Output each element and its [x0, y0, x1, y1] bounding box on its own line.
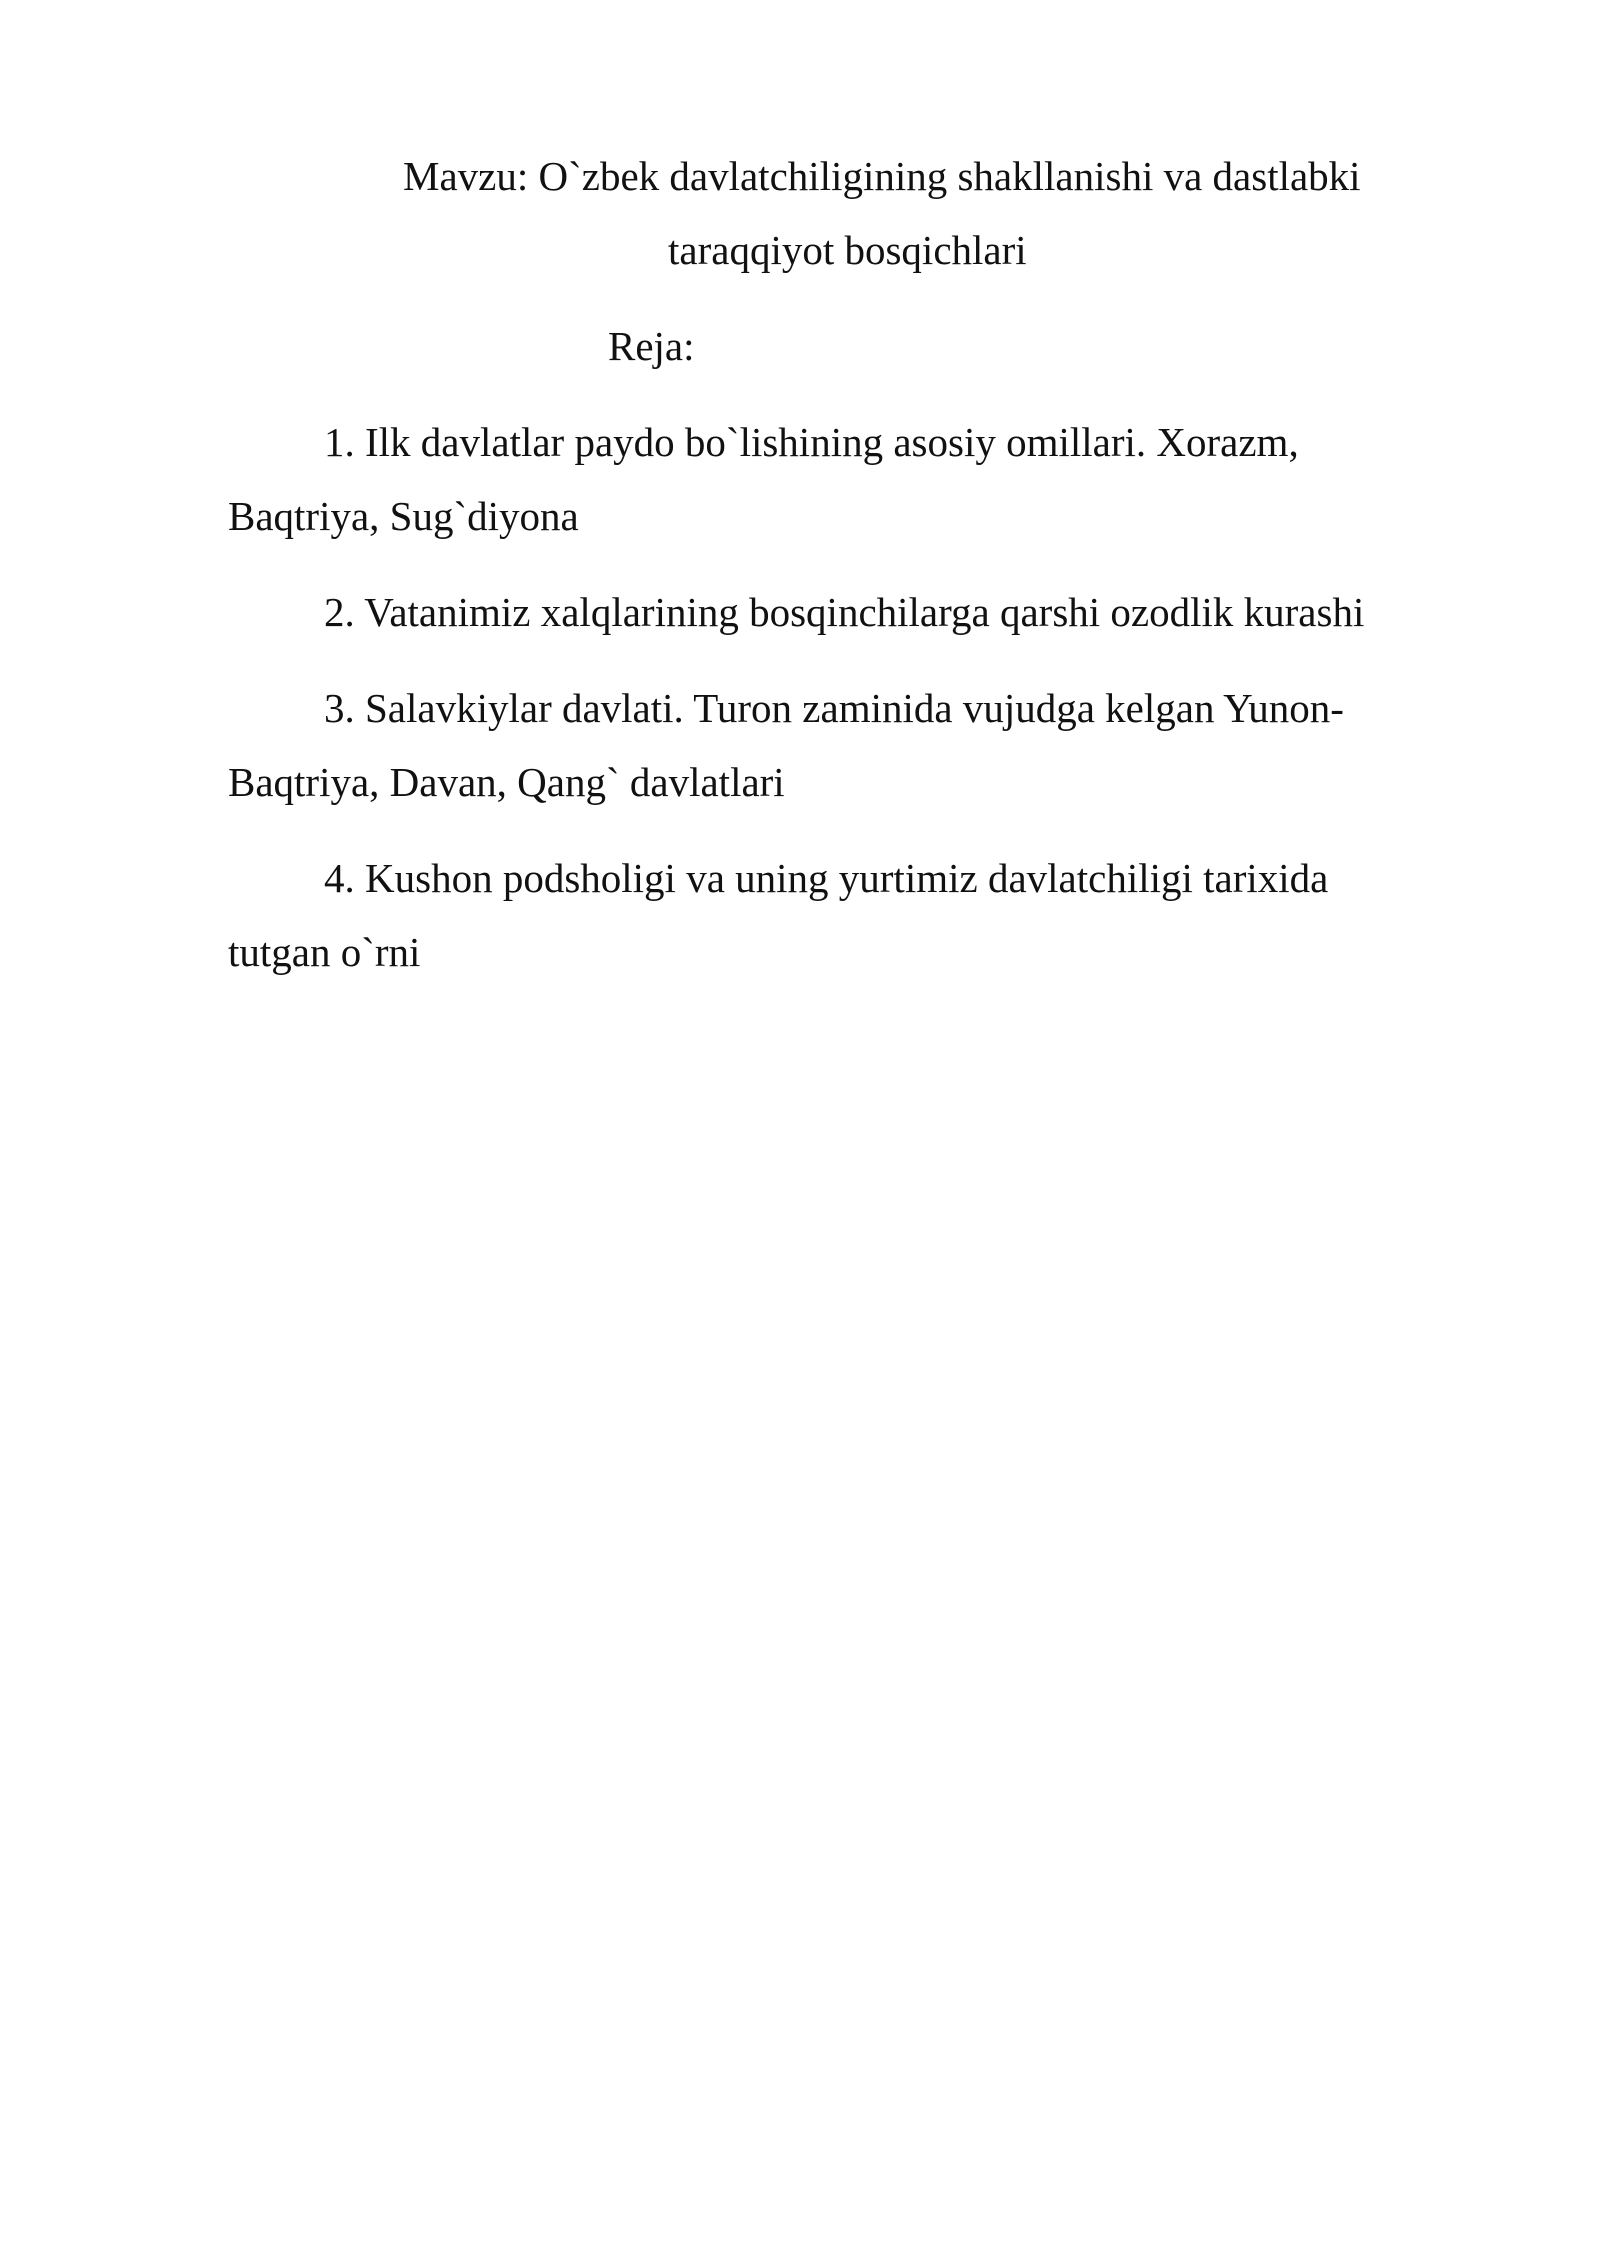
plan-item-3-line-2: Baqtriya, Davan, Qang` davlatlari [228, 759, 785, 805]
topic-title-line-1: Mavzu: O`zbek davlatchiligining shakllanishi va dastlabki [403, 153, 1361, 199]
plan-item-2: 2. Vatanimiz xalqlarining bosqinchilarga qarshi ozodlik kurashi [324, 589, 1365, 635]
plan-item-1-line-2: Baqtriya, Sug`diyona [228, 493, 579, 539]
plan-item-4-line-2: tutgan o`rni [228, 929, 421, 975]
plan-item-4-line-1: 4. Kushon podsholigi va uning yurtimiz davlatchiligi tarixida [324, 855, 1329, 901]
plan-item-1-line-1: 1. Ilk davlatlar paydo bo`lishining asosiy omillari. Xorazm, [324, 419, 1299, 465]
plan-heading: Reja: [608, 323, 695, 369]
topic-title-line-2: taraqqiyot bosqichlari [668, 227, 1027, 273]
plan-item-3-line-1: 3. Salavkiylar davlati. Turon zaminida vujudga kelgan Yunon- [324, 685, 1344, 731]
